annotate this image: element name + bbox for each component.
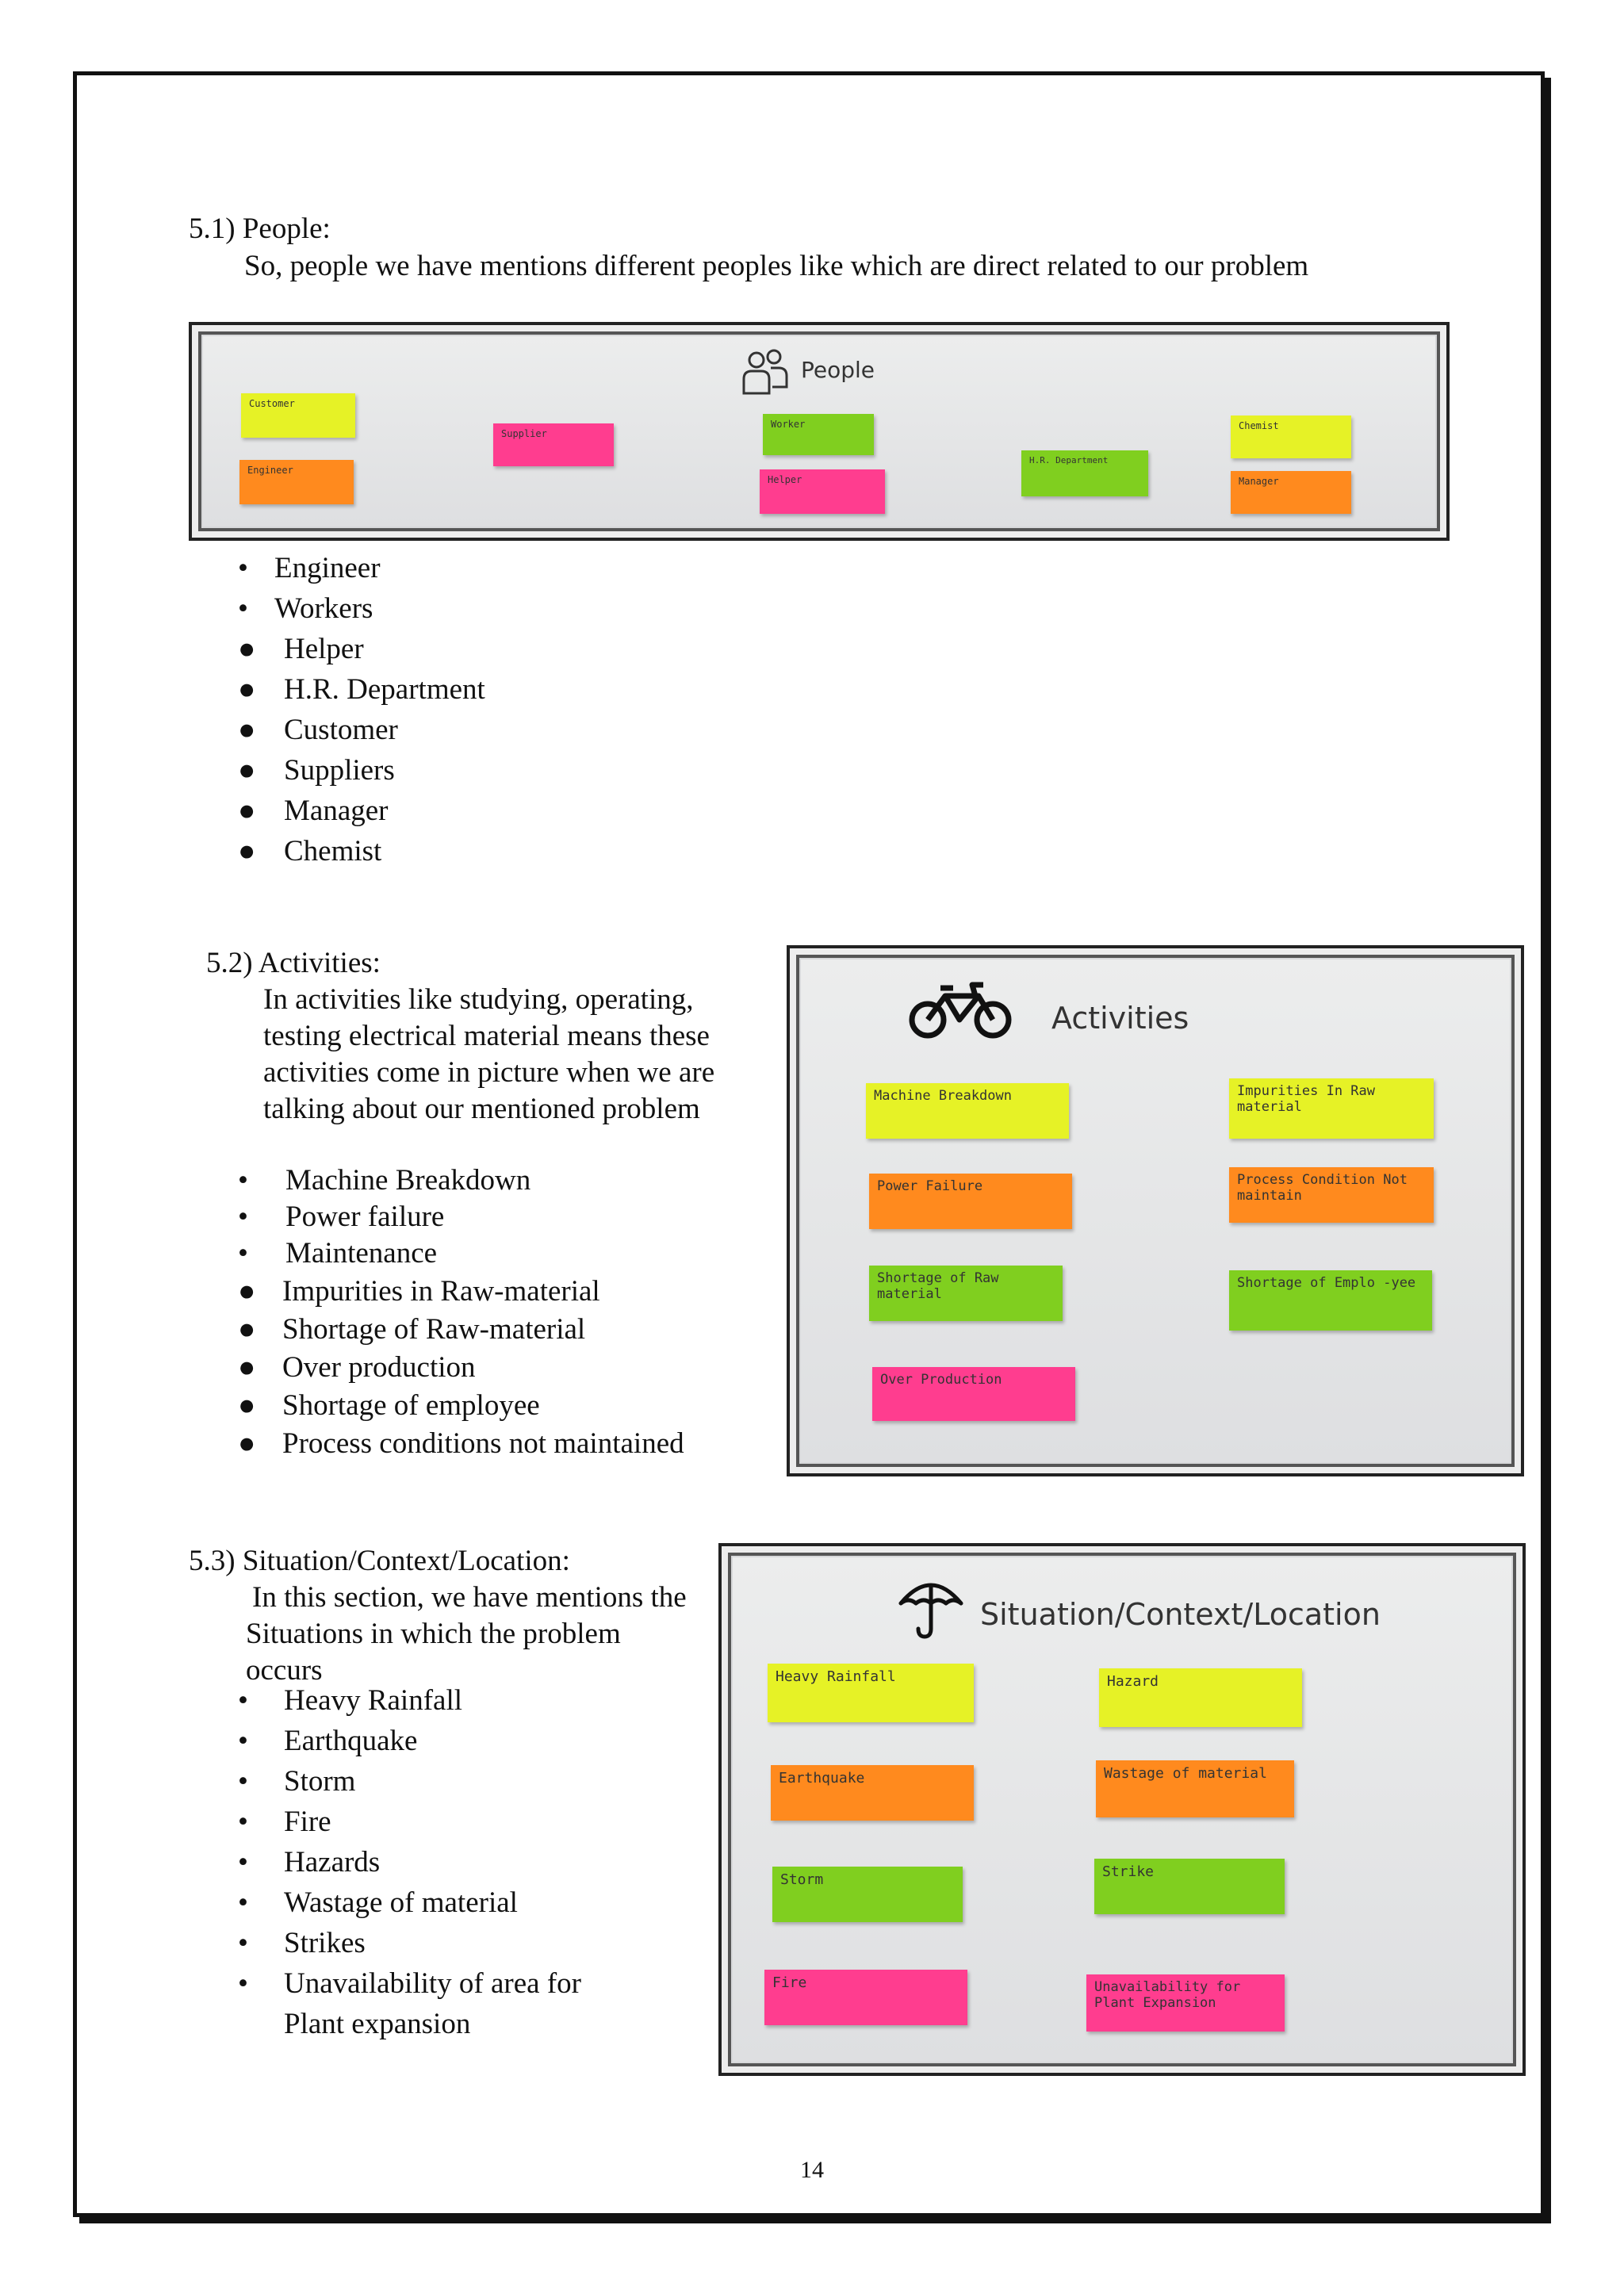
activities-intro-line: activities come in picture when we are [263,1056,715,1089]
situation-intro-line: Situations in which the problem [246,1618,621,1650]
sticky-note: Shortage of Raw material [869,1266,1063,1321]
sticky-note: Engineer [239,460,354,504]
umbrella-icon [898,1572,964,1640]
situation-intro-line: occurs [246,1654,323,1687]
sticky-note: Manager [1231,471,1351,514]
people-board-photo [189,322,1450,541]
sticky-note: Supplier [493,423,614,466]
activities-intro-line: testing electrical material means these [263,1020,710,1052]
list-item: • Wastage of material [238,1886,518,1919]
people-board-title: People [801,357,875,383]
list-item: • Heavy Rainfall [238,1684,462,1717]
sticky-note: Hazard [1099,1668,1302,1727]
section-heading-activities: 5.2) Activities: [206,947,381,979]
section-heading-people: 5.1) People: [189,213,331,245]
list-item: • Hazards [238,1846,381,1878]
sticky-note: Heavy Rainfall [768,1664,974,1722]
list-item: • Storm [238,1765,356,1798]
activities-board-title: Activities [1051,1001,1189,1036]
list-item: • Power failure [238,1201,445,1233]
sticky-note: Shortage of Emplo -yee [1229,1270,1432,1331]
sticky-note: Worker [763,414,874,455]
list-item: • Strikes [238,1927,366,1959]
situation-board-photo [718,1543,1526,2076]
sticky-note: Customer [241,393,355,438]
activities-intro-line: talking about our mentioned problem [263,1093,700,1125]
sticky-note: Fire [764,1970,967,2025]
list-item: • Unavailability of area for [238,1967,581,2000]
list-item: • Workers [238,592,373,625]
list-item: • Engineer [238,552,381,584]
list-item: • Machine Breakdown [238,1164,531,1197]
situation-intro-line: In this section, we have mentions the [252,1581,687,1614]
sticky-note: Process Condition Not maintain [1229,1167,1434,1223]
list-item: ● Shortage of employee [238,1389,540,1422]
sticky-note: Strike [1094,1859,1285,1914]
people-icon [739,347,791,396]
list-item-continuation: Plant expansion [284,2008,471,2040]
list-item: ● Process conditions not maintained [238,1427,684,1460]
sticky-note: Helper [760,469,885,514]
list-item: • Maintenance [238,1237,438,1270]
list-item: ● Customer [238,714,398,746]
list-item: ● Over production [238,1351,476,1384]
list-item: ● Shortage of Raw-material [238,1313,586,1346]
sticky-note: Power Failure [869,1174,1072,1229]
situation-board-title: Situation/Context/Location [980,1597,1381,1632]
sticky-note: Wastage of material [1096,1760,1294,1817]
sticky-note: Storm [772,1867,963,1922]
sticky-note: H.R. Department [1021,450,1148,496]
sticky-note: Chemist [1231,416,1351,458]
list-item: ● Manager [238,795,389,827]
list-item: ● Chemist [238,835,382,867]
list-item: ● Helper [238,633,364,665]
list-item: ● Impurities in Raw-material [238,1275,600,1308]
sticky-note: Machine Breakdown [866,1083,1069,1139]
activities-board-photo [787,945,1524,1476]
sticky-note: Unavailability for Plant Expansion [1086,1974,1285,2032]
sticky-note: Impurities In Raw material [1229,1078,1434,1139]
bicycle-icon [907,978,1015,1040]
sticky-note: Over Production [872,1367,1075,1421]
activities-intro-line: In activities like studying, operating, [263,983,694,1016]
list-item: • Earthquake [238,1725,418,1757]
section-heading-situation: 5.3) Situation/Context/Location: [189,1545,570,1577]
page-number: 14 [800,2157,824,2183]
list-item: ● Suppliers [238,754,395,787]
list-item: • Fire [238,1806,331,1838]
people-intro: So, people we have mentions different peoples like which are direct related to our problem [244,250,1309,282]
sticky-note: Earthquake [771,1765,974,1821]
list-item: ● H.R. Department [238,673,485,706]
